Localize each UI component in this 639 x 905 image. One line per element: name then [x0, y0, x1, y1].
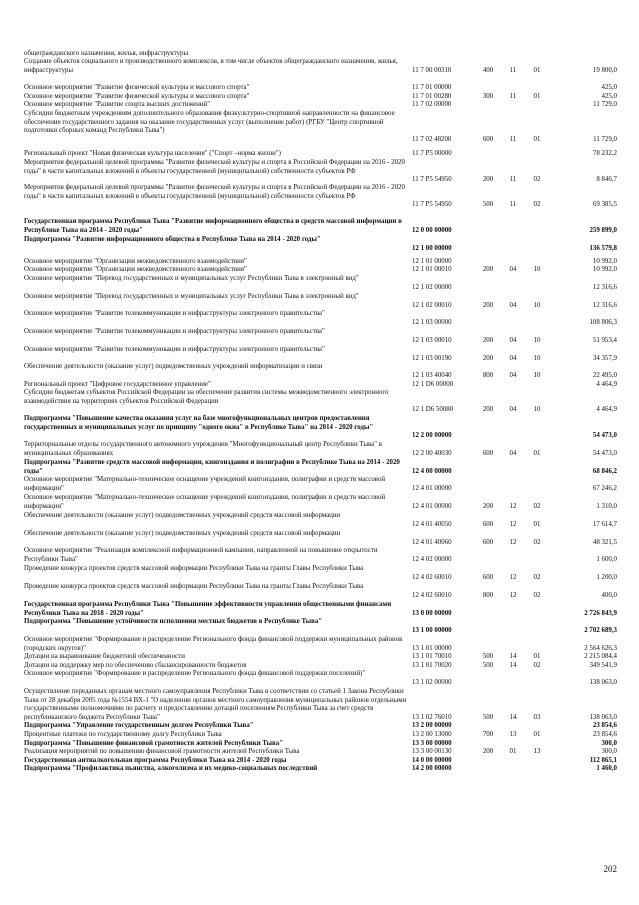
- cell-ved: 500: [482, 201, 494, 208]
- cell-pr: 01: [533, 449, 541, 457]
- cell-sum: 1 460,0: [596, 765, 617, 772]
- cell-code: 12 1 01 00000: [412, 258, 452, 265]
- cell-sum: 10 992,0: [592, 258, 617, 265]
- cell-desc: Реализация мероприятий по повышению финансовой грамотности жителей Республики Тыва: [24, 748, 300, 755]
- cell-sum: 54 473,0: [592, 432, 617, 439]
- cell-rz: 04: [509, 354, 517, 362]
- cell-ved: 600: [482, 538, 494, 546]
- table-row: [0, 58, 639, 75]
- cell-pr: 02: [533, 176, 541, 183]
- cell-code: 12 1 D6 50080: [412, 406, 454, 413]
- table-row: [0, 84, 639, 93]
- cell-rz: 04: [509, 266, 517, 273]
- cell-sum: 54 473,0: [592, 449, 617, 457]
- cell-desc: Основное мероприятие "Формирование и распределение Регионального фонда финансовой поддержки муниципальных районов (городских округов)": [24, 636, 403, 652]
- cell-desc: Территориальные отделы государственного автономного учреждения "Многофункциональный центр Республики Тыва" в муниципальных образованиях: [24, 441, 382, 457]
- cell-desc: Дотации на выравнивание бюджетной обеспеченности: [24, 653, 185, 660]
- table-row: [0, 275, 639, 292]
- cell-desc: Основное мероприятие "Развитие телекоммуникации и инфраструктуры электронного правительства": [24, 310, 325, 317]
- table-row: [0, 512, 639, 529]
- cell-sum: 136 579,8: [589, 244, 617, 252]
- table-row: [0, 601, 639, 618]
- cell-code: 11 7 P5 54950: [412, 201, 452, 208]
- cell-sum: 48 321,5: [592, 538, 617, 546]
- cell-code: 12 1 03 00190: [412, 354, 452, 362]
- cell-desc: Подпрограмма "Повышение качества оказания услуг на базе многофункциональных центров предоставления государственных и муниципальных услуг по принципу "одного окна" в Республике Тыва" на 2014 - 2020 годы": [24, 415, 374, 431]
- cell-sum: 138 063,0: [589, 713, 617, 721]
- cell-sum: 11 729,0: [593, 101, 617, 108]
- cell-ved: 600: [482, 135, 494, 143]
- cell-pr: 01: [533, 520, 541, 528]
- cell-desc: Основное мероприятие "Организация межведомственного взаимодействия": [24, 258, 247, 265]
- cell-desc: Подпрограмма "Управление государственным долгом Республики Тыва": [24, 722, 254, 729]
- cell-pr: 10: [533, 354, 541, 362]
- cell-desc: Дотации на поддержку мер по обеспечению сбалансированности бюджетов: [24, 662, 247, 669]
- cell-pr: 02: [533, 591, 541, 599]
- cell-code: 12 4 02 60010: [412, 591, 452, 599]
- cell-pr: 01: [533, 135, 541, 143]
- cell-code: 12 1 01 00010: [412, 266, 452, 273]
- cell-desc: Подпрограмма "Профилактика пьянства, алкоголизма и их медико-социальных последствий: [24, 765, 318, 772]
- cell-pr: 10: [533, 266, 541, 273]
- cell-sum: 425,0: [601, 93, 617, 100]
- cell-pr: 01: [533, 93, 541, 100]
- cell-sum: 8 846,7: [596, 176, 617, 183]
- cell-ved: 200: [482, 301, 494, 309]
- cell-sum: 12 316,6: [592, 283, 617, 291]
- cell-desc: Основное мероприятие "Развитие телекоммуникации и инфраструктуры электронного правительства": [24, 346, 325, 353]
- table-row: [0, 184, 639, 210]
- cell-pr: 02: [533, 538, 541, 546]
- cell-desc: Основное мероприятие "Реализация комплексной информационной кампании, направленной на повышение открытости Республики Тыва": [24, 547, 378, 563]
- cell-code: 14 2 00 00000: [412, 765, 452, 772]
- cell-desc: Основное мероприятие "Формирование и распределение Регионального фонда финансовой поддержки поселений)": [24, 670, 366, 677]
- cell-code: 13 2 00 00000: [412, 722, 452, 729]
- cell-pr: 01: [533, 66, 541, 74]
- cell-code: 12 2 00 00000: [412, 432, 452, 439]
- cell-code: 13 2 00 13000: [412, 731, 452, 738]
- cell-desc: Основное мероприятие "Развитие физической культуры и массового спорта": [24, 93, 250, 100]
- cell-pr: 02: [533, 201, 541, 208]
- cell-desc: Подпрограмма "Развитие средств массовой информации, книгоиздания и полиграфии в Республике Тыва на 2014 - 2020 годы": [24, 459, 400, 475]
- cell-code: 12 4 01 00000: [412, 484, 452, 492]
- table-row: [0, 363, 639, 380]
- cell-code: 13 1 02 76010: [412, 713, 452, 721]
- cell-rz: 12: [509, 502, 517, 510]
- cell-pr: 10: [533, 301, 541, 309]
- cell-code: 12 4 00 00000: [412, 467, 452, 475]
- page-number: 202: [603, 864, 617, 874]
- cell-desc: Обеспечение деятельности (оказание услуг) подведомственных учреждений средств массовой информации: [24, 512, 341, 519]
- cell-rz: 12: [509, 520, 517, 528]
- cell-rz: 04: [509, 336, 517, 344]
- cell-pr: 10: [533, 371, 541, 379]
- cell-sum: 51 953,4: [592, 336, 617, 344]
- cell-desc: Основное мероприятие "Материально-техническое оснащение учреждений книгоиздания, полиграфии и средств массовой информации": [24, 494, 386, 510]
- cell-rz: 11: [509, 135, 517, 143]
- table-row: [0, 346, 639, 363]
- cell-code: 11 7 02 00000: [412, 101, 452, 108]
- cell-ved: 500: [482, 713, 494, 721]
- table-row: [0, 636, 639, 653]
- table-row: [0, 748, 639, 757]
- cell-code: 11 7 01 00000: [412, 84, 452, 91]
- cell-ved: 700: [482, 731, 494, 738]
- cell-ved: 600: [482, 573, 494, 581]
- cell-sum: 12 316,6: [592, 301, 617, 309]
- table-row: [0, 266, 639, 275]
- table-row: [0, 159, 639, 185]
- cell-sum: 10 992,0: [592, 266, 617, 273]
- cell-desc: Создание объектов социального и производственного комплексов, в том числе объектов общегражданского назначения, жилья, инфраструктуры: [24, 58, 398, 74]
- cell-sum: 300,0: [601, 740, 617, 747]
- cell-ved: 200: [482, 748, 494, 755]
- cell-code: 13 3 00 00000: [412, 740, 452, 747]
- cell-rz: 04: [509, 301, 517, 309]
- cell-pr: 02: [533, 502, 541, 510]
- cell-pr: 02: [533, 573, 541, 581]
- table-row: [0, 415, 639, 441]
- cell-rz: 13: [509, 731, 517, 738]
- cell-sum: 400,0: [601, 591, 617, 599]
- cell-code: 11 7 P5 54950: [412, 176, 452, 183]
- cell-sum: 138 063,0: [589, 678, 617, 686]
- cell-rz: 11: [509, 93, 517, 100]
- cell-desc: Мероприятия федеральной целевой программы "Развитие физической культуры и спорта в Российской Федерации на 2016 - 2020 годы" в части капитальных вложений в объекты государственной (муниципальной) собственности субъектов РФ: [24, 184, 405, 200]
- cell-rz: 12: [509, 538, 517, 546]
- cell-code: 11 7 P5 00000: [412, 150, 452, 157]
- cell-sum: 259 899,0: [589, 226, 617, 234]
- cell-sum: 112 865,1: [589, 757, 617, 764]
- cell-code: 11 7 02 48200: [412, 135, 452, 143]
- cell-sum: 11 729,0: [593, 135, 617, 143]
- cell-ved: 600: [482, 520, 494, 528]
- cell-desc: Проведение конкурса проектов средств массовой информации Республики Тыва на гранты Главы Республики Тыва: [24, 565, 364, 572]
- cell-desc: Региональный проект "Цифровое государственное управление": [24, 381, 211, 388]
- cell-desc: Государственная программа Республики Тыва "Развитие информационного общества и средств массовой информации в Республике Тыва на 2014 - 2020 годы": [24, 218, 402, 234]
- cell-rz: 11: [509, 201, 517, 208]
- table-row: [0, 218, 639, 235]
- cell-desc: Мероприятия федеральной целевой программы "Развитие физической культуры и спорта в Российской Федерации на 2016 - 2020 годы" в части капитальных вложений в объекты государственной (муниципальной) собственности субъектов РФ: [24, 159, 405, 175]
- table-row: [0, 547, 639, 564]
- table-row: [0, 101, 639, 110]
- cell-desc: Основное мероприятие "Развитие физической культуры и массового спорта": [24, 84, 250, 91]
- cell-desc: Проведение конкурса проектов средств массовой информации Республики Тыва на гранты Главы Республики Тыва: [24, 583, 364, 590]
- cell-sum: 69 385,5: [592, 201, 617, 208]
- cell-sum: 1 310,0: [596, 502, 617, 510]
- cell-desc: общегражданского назначения, жилья, инфраструктуры: [24, 50, 189, 57]
- cell-ved: 200: [482, 336, 494, 344]
- cell-ved: 500: [482, 653, 494, 660]
- cell-desc: Основное мероприятие "Перевод государственных и муниципальных услуг Республики Тыва в электронный вид": [24, 293, 359, 300]
- cell-code: 12 4 02 00000: [412, 555, 452, 563]
- cell-ved: 600: [482, 449, 494, 457]
- cell-desc: Основное мероприятие "Материально-техническое оснащение учреждений книгоиздания, полиграфии и средств массовой информации": [24, 476, 386, 492]
- cell-sum: 17 614,7: [592, 520, 617, 528]
- cell-code: 12 4 02 60010: [412, 573, 452, 581]
- cell-rz: 11: [509, 66, 517, 74]
- cell-pr: 02: [533, 662, 541, 669]
- cell-code: 12 0 00 00000: [412, 226, 452, 234]
- cell-code: 13 3 00 00130: [412, 748, 452, 755]
- cell-rz: 11: [509, 176, 517, 183]
- cell-sum: 1 200,0: [596, 573, 617, 581]
- cell-rz: 14: [509, 653, 517, 660]
- cell-desc: Государственная программа Республики Тыва "Повышение эффективности управления общественными финансами Республики Тыва на 2018 - 2020 годы": [24, 601, 392, 617]
- table-row: [0, 731, 639, 740]
- cell-desc: Основное мероприятие "Развитие телекоммуникации и инфраструктуры электронного правительства": [24, 328, 325, 335]
- cell-code: 13 0 00 00000: [412, 609, 452, 617]
- cell-desc: Процентные платежи по государственному долгу Республики Тыва: [24, 731, 222, 738]
- table-row: [0, 328, 639, 345]
- cell-code: 12 1 03 40040: [412, 371, 452, 379]
- cell-desc: Подпрограмма "Повышение устойчивости исполнения местных бюджетов в Республике Тыва": [24, 618, 323, 625]
- cell-pr: 10: [533, 336, 541, 344]
- cell-desc: Подпрограмма "Развитие информационного общества в Республике Тыва на 2014 - 2020 годы": [24, 236, 321, 243]
- cell-pr: 13: [533, 748, 541, 755]
- cell-code: 13 1 01 70010: [412, 653, 452, 660]
- cell-sum: 4 464,9: [596, 381, 617, 388]
- cell-desc: Основное мероприятие "Развитие спорта высших достижений": [24, 101, 211, 108]
- cell-ved: 400: [482, 66, 494, 74]
- cell-code: 12 1 D6 00000: [412, 381, 454, 388]
- cell-desc: Обеспечение деятельности (оказание услуг) подведомственных учреждений средств массовой информации: [24, 530, 341, 537]
- cell-ved: 800: [482, 591, 494, 599]
- table-row: [0, 150, 639, 159]
- table-row: [0, 236, 639, 253]
- cell-rz: 04: [509, 371, 517, 379]
- cell-code: 12 1 03 00010: [412, 336, 452, 344]
- cell-sum: 1 600,0: [596, 555, 617, 563]
- table-row: [0, 565, 639, 582]
- cell-code: 12 1 03 00000: [412, 318, 452, 326]
- table-row: [0, 459, 639, 476]
- cell-desc: Осуществление переданных органам местного самоуправления Республики Тыва в соответствии со статьей 1 Закона Республики Тыва от 28 декабря 2005 года №1554 ВХ-1 "О наделении органов местного самоуправления муниципальных районов отдельными государственными полномочиями по расчету и предоставлению дотаций поселениям Республики Тыва за счет средств республиканского бюджета Республики Тыва": [24, 688, 407, 721]
- cell-desc: Подпрограмма "Повышение финансовой грамотности жителей Республики Тыва": [24, 740, 284, 747]
- cell-ved: 800: [482, 371, 494, 379]
- cell-sum: 19 800,0: [592, 66, 617, 74]
- cell-sum: 23 854,6: [592, 722, 617, 729]
- cell-pr: 01: [533, 653, 541, 660]
- cell-ved: 200: [482, 176, 494, 183]
- table-row: [0, 310, 639, 327]
- table-row: [0, 722, 639, 731]
- cell-sum: 4 464,9: [596, 406, 617, 413]
- table-row: [0, 618, 639, 635]
- cell-sum: 34 357,9: [592, 354, 617, 362]
- table-row: [0, 688, 639, 722]
- cell-code: 12 4 01 00000: [412, 502, 452, 510]
- cell-code: 11 7 00 00310: [412, 66, 452, 74]
- cell-desc: Государственная антиалкогольная программа Республики Тыва на 2014 - 2020 годы: [24, 757, 287, 764]
- cell-rz: 04: [509, 449, 517, 457]
- cell-sum: 2 702 689,3: [584, 626, 617, 634]
- table-row: [0, 583, 639, 600]
- cell-sum: 23 854,6: [592, 731, 617, 738]
- cell-sum: 78 232,2: [592, 150, 617, 157]
- cell-code: 12 1 00 00000: [412, 244, 452, 252]
- cell-sum: 2 564 626,3: [584, 644, 617, 652]
- cell-ved: 200: [482, 406, 494, 413]
- cell-desc: Субсидии бюджетам субъектов Российской Федерации на обеспечение развития системы межведомственного электронного взаимодействия на территориях субъектов Российской Федерации: [24, 389, 389, 405]
- cell-sum: 300,0: [601, 748, 617, 755]
- table-row: [0, 670, 639, 687]
- table-row: [0, 653, 639, 662]
- cell-ved: 200: [482, 502, 494, 510]
- cell-sum: 425,0: [601, 84, 617, 91]
- cell-pr: 03: [533, 713, 541, 721]
- cell-sum: 2 726 843,9: [584, 609, 617, 617]
- cell-desc: Обеспечение деятельности (оказание услуг) подведомственных учреждений информатизации и связи: [24, 363, 323, 370]
- cell-desc: Основное мероприятие "Организация межведомственного взаимодействия": [24, 266, 247, 273]
- cell-desc: Основное мероприятие "Перевод государственных и муниципальных услуг Республики Тыва в электронный вид": [24, 275, 359, 282]
- cell-ved: 200: [482, 354, 494, 362]
- table-row: [0, 494, 639, 511]
- table-row: [0, 765, 639, 774]
- cell-code: 12 1 02 00000: [412, 283, 452, 291]
- cell-desc: Региональный проект "Новая физическая культура населения" ("Спорт –норма жизни"): [24, 150, 281, 157]
- table-row: [0, 110, 639, 144]
- cell-code: 13 1 01 00000: [412, 644, 452, 652]
- cell-sum: 2 215 084,4: [584, 653, 617, 660]
- cell-ved: 300: [482, 93, 494, 100]
- cell-ved: 200: [482, 266, 494, 273]
- cell-rz: 04: [509, 406, 517, 413]
- cell-code: 12 4 01 40050: [412, 520, 452, 528]
- cell-sum: 108 806,3: [589, 318, 617, 326]
- table-row: [0, 441, 639, 458]
- cell-rz: 14: [509, 662, 517, 669]
- cell-sum: 349 541,9: [589, 662, 617, 669]
- cell-pr: 10: [533, 406, 541, 413]
- cell-ved: 500: [482, 662, 494, 669]
- cell-rz: 12: [509, 573, 517, 581]
- cell-code: 12 1 02 00010: [412, 301, 452, 309]
- cell-rz: 01: [509, 748, 517, 755]
- cell-sum: 22 495,0: [592, 371, 617, 379]
- cell-rz: 14: [509, 713, 517, 721]
- cell-rz: 12: [509, 591, 517, 599]
- table-row: [0, 476, 639, 493]
- cell-sum: 67 246,2: [592, 484, 617, 492]
- cell-code: 13 1 02 00000: [412, 678, 452, 686]
- table-row: [0, 293, 639, 310]
- cell-code: 12 2 00 40030: [412, 449, 452, 457]
- cell-pr: 01: [533, 731, 541, 738]
- cell-code: 13 1 00 00000: [412, 626, 452, 634]
- cell-sum: 68 846,2: [592, 467, 617, 475]
- cell-code: 13 1 01 70020: [412, 662, 452, 669]
- cell-code: 14 0 00 00000: [412, 757, 452, 764]
- cell-code: 11 7 01 00280: [412, 93, 452, 100]
- table-row: [0, 530, 639, 547]
- cell-desc: Субсидии бюджетным учреждениям дополнительного образования физкультурно-спортивной направленности на финансовое обеспечение государственного задания на оказание государственных услуг (выполнение работ) (РГБУ "Центр спортивной подготовки сборных команд Республики Тыва"): [24, 110, 395, 134]
- cell-code: 12 4 01 40060: [412, 538, 452, 546]
- table-row: [0, 389, 639, 415]
